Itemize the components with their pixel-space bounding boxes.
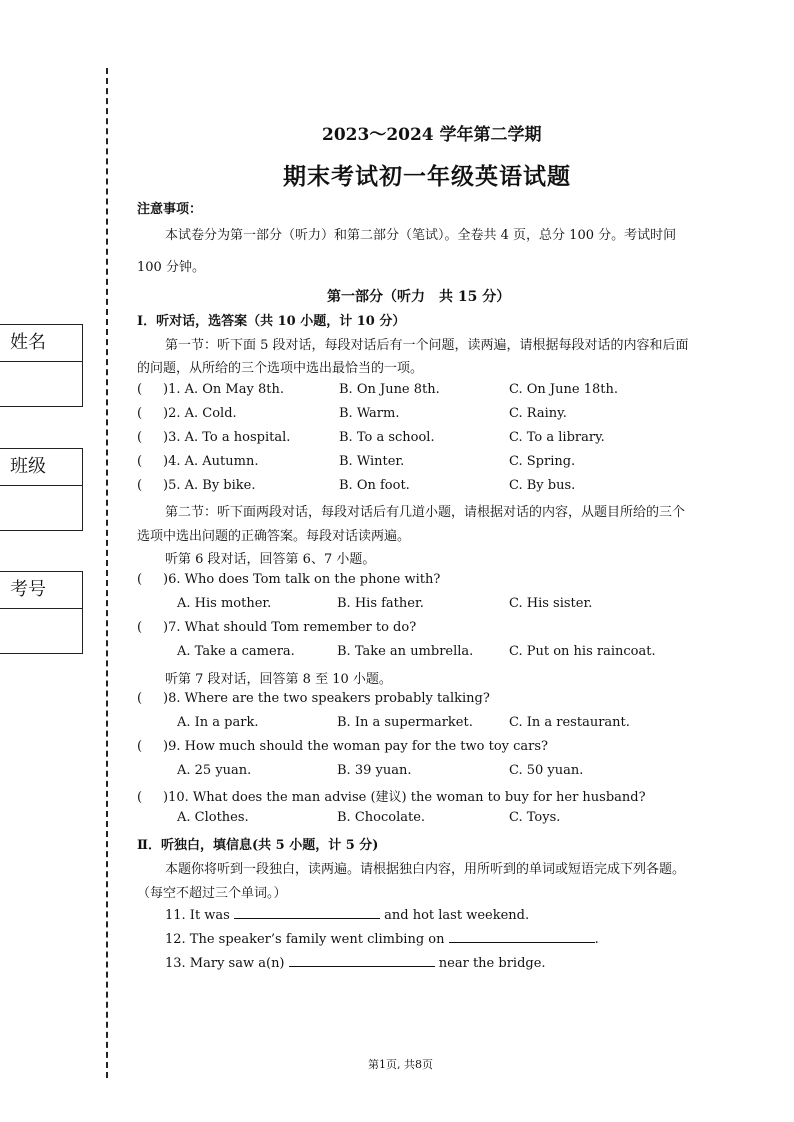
question-2: [137, 406, 737, 421]
binding-dashed-line: [106, 68, 108, 1078]
term-title: 2023～2024 学年第二学期: [322, 125, 542, 145]
answer-bracket[interactable]: (: [137, 478, 143, 493]
question-13-text-after: near the bridge.: [438, 956, 546, 971]
exam-number-box: [0, 571, 83, 654]
question-11-text-after: and hot last weekend.: [384, 908, 530, 923]
question-stem: )4. A. Autumn.: [163, 454, 259, 469]
question-stem: )5. A. By bike.: [163, 478, 256, 493]
question-10: [137, 786, 646, 805]
question-12: [165, 930, 599, 947]
answer-bracket[interactable]: (: [137, 382, 143, 397]
question-stem: )8. Where are the two speakers probably talking?: [163, 691, 490, 706]
option-c: C. By bus.: [509, 478, 576, 493]
question-3: [137, 430, 737, 445]
option-c: C. His sister.: [509, 596, 593, 611]
notes-heading: 注意事项：: [137, 202, 203, 217]
answer-bracket[interactable]: (: [137, 430, 143, 445]
question-6: [137, 572, 440, 587]
answer-bracket[interactable]: (: [137, 691, 143, 706]
question-9: [137, 739, 548, 754]
answer-bracket[interactable]: (: [137, 572, 143, 587]
option-c: C. On June 18th.: [509, 382, 618, 397]
answer-blank-11[interactable]: [234, 906, 380, 919]
option-a: A. 25 yuan.: [177, 763, 252, 778]
option-a: A. His mother.: [177, 596, 272, 611]
option-b: B. His father.: [337, 596, 424, 611]
section2-intro-2: （每空不超过三个单词。）: [137, 886, 287, 901]
answer-bracket[interactable]: (: [137, 454, 143, 469]
option-a: A. Take a camera.: [177, 644, 295, 659]
option-c: C. 50 yuan.: [509, 763, 584, 778]
question-stem: )7. What should Tom remember to do?: [163, 620, 417, 635]
section1-intro-1: 第一节：听下面 5 段对话，每段对话后有一个问题，读两遍，请根据每段对话的内容和后面: [165, 338, 689, 353]
option-b: B. On June 8th.: [339, 382, 440, 397]
part1-title: 第一部分（听力 共 15 分）: [327, 289, 511, 305]
question-1: [137, 382, 737, 397]
question-11: [165, 906, 529, 923]
question-12-text-after: .: [594, 932, 599, 947]
exam-number-label: 考号: [0, 572, 82, 609]
question-stem: )6. Who does Tom talk on the phone with?: [163, 572, 441, 587]
option-c: C. Toys.: [509, 810, 561, 825]
question-12-text-before: 12. The speaker’s family went climbing on: [165, 932, 445, 947]
question-stem: )2. A. Cold.: [163, 406, 237, 421]
option-b: B. 39 yuan.: [337, 763, 412, 778]
option-b: B. Winter.: [339, 454, 405, 469]
section2-title: Ⅱ．听独白，填信息(共 5 小题，计 5 分): [137, 838, 379, 853]
section1-title: Ⅰ．听对话，选答案（共 10 小题，计 10 分）: [137, 314, 406, 329]
name-box: [0, 324, 83, 407]
option-b: B. Chocolate.: [337, 810, 426, 825]
question-7: [137, 620, 416, 635]
notes-line-2: 100 分钟。: [137, 260, 205, 275]
question-5: [137, 478, 737, 493]
question-stem: )9. How much should the woman pay for the two toy cars?: [163, 739, 549, 754]
section1-intro-3: 第二节：听下面两段对话，每段对话后有几道小题，请根据对话的内容，从题目所给的三个: [165, 505, 686, 520]
answer-blank-13[interactable]: [289, 954, 435, 967]
answer-blank-12[interactable]: [449, 930, 595, 943]
answer-bracket[interactable]: (: [137, 620, 143, 635]
option-b: B. Take an umbrella.: [337, 644, 474, 659]
section1-intro-4: 选项中选出问题的正确答案。每段对话读两遍。: [137, 529, 411, 544]
dialog-6-instruction: 听第 6 段对话，回答第 6、7 小题。: [165, 552, 376, 567]
option-b: B. On foot.: [339, 478, 410, 493]
page-number: 第1页, 共8页: [368, 1058, 433, 1071]
question-11-text-before: 11. It was: [165, 908, 230, 923]
option-c: C. Put on his raincoat.: [509, 644, 656, 659]
question-4: [137, 454, 737, 469]
option-a: A. Clothes.: [177, 810, 249, 825]
section1-intro-2: 的问题，从所给的三个选项中选出最恰当的一项。: [137, 361, 424, 376]
dialog-7-instruction: 听第 7 段对话，回答第 8 至 10 小题。: [165, 672, 392, 687]
question-stem: )1. A. On May 8th.: [163, 382, 284, 397]
notes-line-1: 本试卷分为第一部分（听力）和第二部分（笔试）。全卷共 4 页，总分 100 分。考试时间: [165, 228, 677, 243]
page-title: 期末考试初一年级英语试题: [283, 163, 571, 190]
question-13-text-before: 13. Mary saw a(n): [165, 956, 285, 971]
option-b: B. Warm.: [339, 406, 400, 421]
option-c: C. In a restaurant.: [509, 715, 630, 730]
answer-bracket[interactable]: (: [137, 406, 143, 421]
section2-intro-1: 本题你将听到一段独白，读两遍。请根据独白内容，用所听到的单词或短语完成下列各题。: [165, 862, 686, 877]
class-field[interactable]: [0, 486, 82, 530]
question-stem: )10. What does the man advise (建议) the woman to buy for her husband?: [163, 790, 646, 805]
exam-number-field[interactable]: [0, 609, 82, 653]
question-8: [137, 691, 490, 706]
option-b: B. To a school.: [339, 430, 435, 445]
name-label: 姓名: [0, 325, 82, 362]
option-c: C. Spring.: [509, 454, 576, 469]
class-label: 班级: [0, 449, 82, 486]
name-field[interactable]: [0, 362, 82, 406]
option-c: C. To a library.: [509, 430, 605, 445]
option-b: B. In a supermarket.: [337, 715, 473, 730]
option-c: C. Rainy.: [509, 406, 567, 421]
class-box: [0, 448, 83, 531]
question-stem: )3. A. To a hospital.: [163, 430, 291, 445]
answer-bracket[interactable]: (: [137, 790, 143, 805]
option-a: A. In a park.: [177, 715, 259, 730]
question-13: [165, 954, 546, 971]
answer-bracket[interactable]: (: [137, 739, 143, 754]
